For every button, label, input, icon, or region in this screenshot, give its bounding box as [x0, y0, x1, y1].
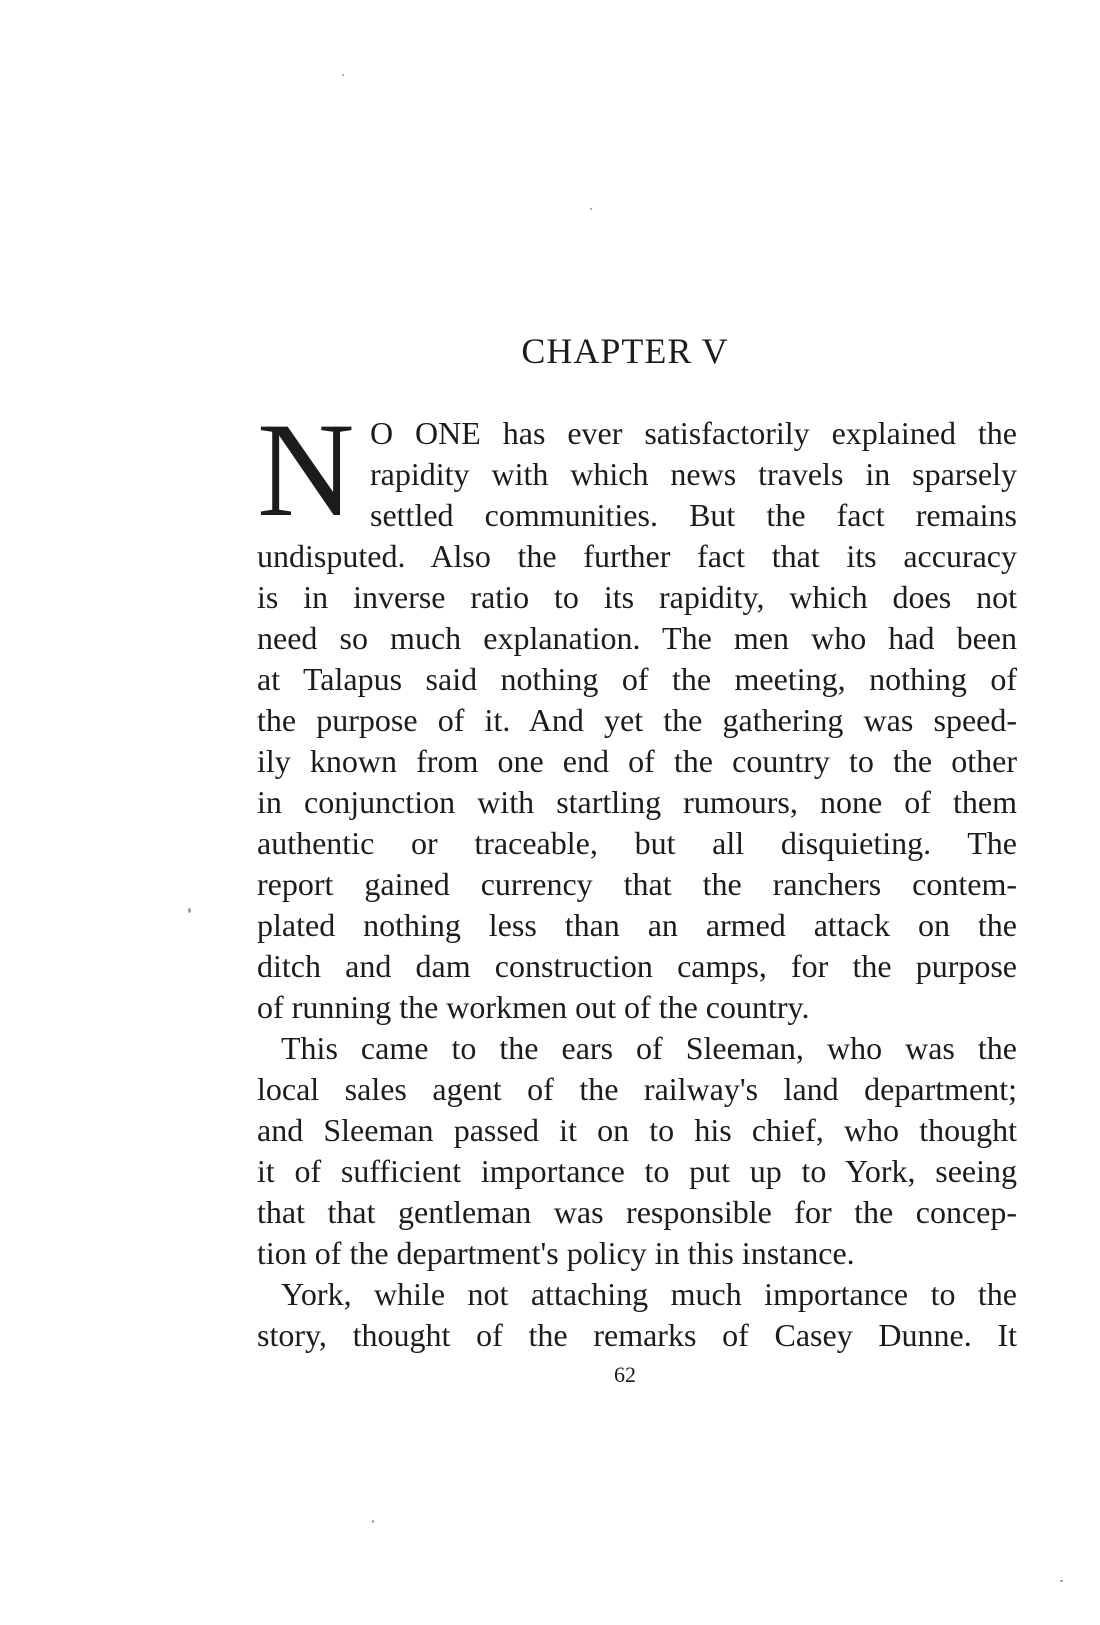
- text-line: and Sleeman passed it on to his chief, who thought: [257, 1112, 1017, 1148]
- text-line: at Talapus said nothing of the meeting, nothing of: [257, 661, 1017, 697]
- text-line: rapidity with which news travels in sparsely: [370, 456, 1017, 492]
- scan-speck: [188, 908, 191, 913]
- text-line: tion of the department's policy in this instance.: [257, 1235, 855, 1271]
- drop-cap-lines: [257, 396, 1017, 545]
- text-line: report gained currency that the ranchers contem-: [257, 866, 1017, 902]
- scan-speck: [342, 74, 344, 76]
- text-line: of running the workmen out of the country.: [257, 989, 810, 1025]
- scan-speck: [1060, 1580, 1063, 1582]
- paragraph-2: [257, 1028, 1017, 1274]
- text-line: it of sufficient importance to put up to York, seeing: [257, 1153, 1017, 1189]
- text-line: undisputed. Also the further fact that its accuracy: [257, 538, 1017, 574]
- paragraph-3: [257, 1274, 1017, 1356]
- text-line: in conjunction with startling rumours, none of them: [257, 784, 1017, 820]
- text-line: settled communities. But the fact remains: [370, 497, 1017, 533]
- text-line: ditch and dam construction camps, for the purpose: [257, 948, 1017, 984]
- text-line: that that gentleman was responsible for the concep-: [257, 1194, 1017, 1230]
- text-line: authentic or traceable, but all disquieting. The: [257, 825, 1017, 861]
- scan-speck: [590, 208, 592, 210]
- text-line: local sales agent of the railway's land department;: [257, 1071, 1017, 1107]
- page-number: 62: [614, 1362, 636, 1387]
- paragraph-1: [257, 396, 1017, 1028]
- chapter-title: CHAPTER V: [521, 331, 729, 371]
- text-line: plated nothing less than an armed attack on the: [257, 907, 1017, 943]
- text-line: story, thought of the remarks of Casey Dunne. It: [257, 1317, 1017, 1353]
- text-line: This came to the ears of Sleeman, who was the: [281, 1030, 1017, 1066]
- text-line: need so much explanation. The men who had been: [257, 620, 1017, 656]
- scan-speck: [372, 1520, 374, 1523]
- text-line: ily known from one end of the country to the other: [257, 743, 1017, 779]
- text-line: is in inverse ratio to its rapidity, which does not: [257, 579, 1017, 615]
- text-line: O ONE has ever satisfactorily explained the: [370, 415, 1017, 451]
- text-line: the purpose of it. And yet the gathering was speed-: [257, 702, 1017, 738]
- drop-cap: N: [257, 396, 355, 545]
- body-text: [257, 396, 1017, 1356]
- text-line: York, while not attaching much importance to the: [281, 1276, 1017, 1312]
